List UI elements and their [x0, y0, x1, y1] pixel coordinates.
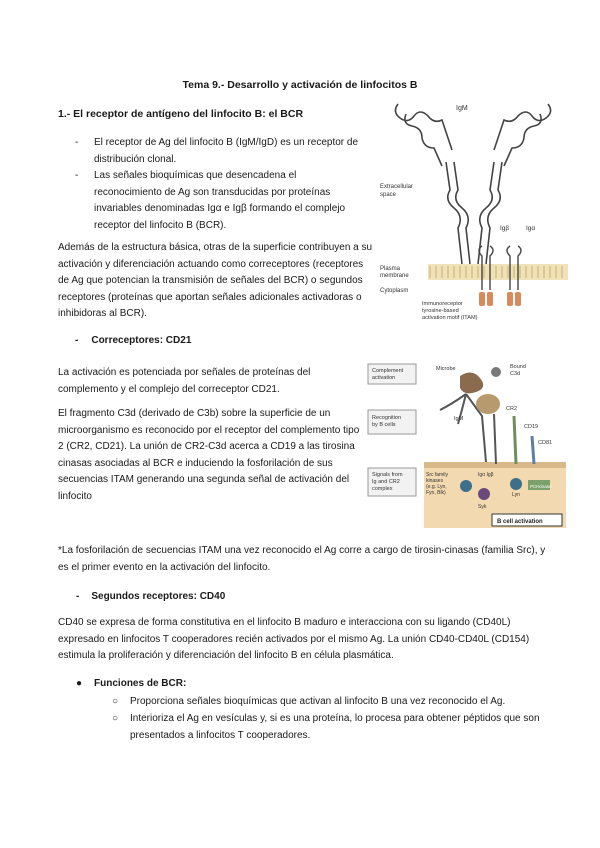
- bcr-structure-figure: [378, 92, 568, 332]
- complement-box: [368, 364, 416, 384]
- dash-marker: -: [75, 335, 79, 346]
- cr2-label: CR2: [506, 406, 518, 412]
- igm-label: IgM: [456, 105, 468, 112]
- b-cell-activation-label: B cell activation: [497, 519, 543, 525]
- microbe-label: Microbe: [436, 366, 456, 372]
- complement-label: Complement activation: [372, 368, 404, 381]
- plasma-membrane-label: Plasma membrane: [380, 266, 409, 279]
- iga-igb-label: Igα Igβ: [478, 472, 494, 478]
- circle-marker: ○: [112, 696, 119, 707]
- subheading-functions: [76, 678, 186, 689]
- bullet-text: Proporciona señales bioquímicas que activan al linfocito B una vez reconocido el Ag.: [130, 696, 506, 707]
- cd19-label: CD19: [524, 424, 539, 430]
- iga-label: Igα: [526, 225, 536, 232]
- igm-antibody: [395, 104, 550, 264]
- subheading-cd21: [76, 335, 191, 346]
- dash-marker: -: [75, 137, 79, 148]
- subheading-text: Correceptores: CD21: [91, 335, 192, 346]
- bullet-item: [75, 168, 366, 234]
- igm-label-2: IgM: [454, 416, 464, 422]
- itam-label: Immunoreceptor tyrosine-based activation motif (ITAM): [422, 301, 478, 321]
- pi3-label: PI3-kinase: [530, 484, 552, 489]
- cd81-label: CD81: [538, 440, 553, 446]
- circle-marker: ○: [112, 713, 119, 724]
- signals-label: Signals from Ig and CR2 complex: [372, 472, 403, 492]
- lyn-kinase: [510, 478, 522, 490]
- src-family-label: Src family kinases (e.g. Lyn, Fyn, Blk): [426, 472, 448, 496]
- bullet-text: Interioriza el Ag en vesículas y, si es una proteína, lo procesa para obtener péptidos que son presentados a linfocitos T cooperadores.: [130, 713, 540, 741]
- itam-motifs: [479, 292, 521, 306]
- section-heading-bcr: 1.- El receptor de antígeno del linfocito B: el BCR: [58, 108, 304, 120]
- syk-kinase: [478, 488, 490, 500]
- note-paragraph: *La fosforilación de secuencias ITAM una vez reconocido el Ag corre a cargo de tirosin-cinasas (familia Src), y es el primer evento en la activación del linfocito.: [58, 545, 546, 573]
- dash-marker: -: [75, 170, 79, 181]
- page-title: Tema 9.- Desarrollo y activación de linfocitos B: [182, 79, 418, 91]
- cr2-receptor: [476, 394, 500, 414]
- lyn-label: Lyn: [512, 492, 520, 498]
- cd19-stalk: [514, 416, 516, 464]
- bullet-text: Las señales bioquímicas que desencadena el reconocimiento de Ag son transducidas por proteínas invariables denominadas Igα e Igβ formando el complejo receptor del linfocito B (BCR).: [94, 170, 346, 231]
- bound-c3d-label: Bound C3d: [510, 364, 526, 377]
- src-kinase: [460, 480, 472, 492]
- plasma-membrane-band: [428, 264, 568, 280]
- extracellular-label: Extracellular space: [380, 184, 414, 198]
- bullet-text: El receptor de Ag del linfocito B (IgM/IgD) es un receptor de distribución clonal.: [94, 137, 359, 165]
- dash-marker: -: [76, 591, 80, 602]
- subheading-cd40: [76, 591, 225, 602]
- paragraph-coreceptors: Además de la estructura básica, otras de la superficie contribuyen a su activación y diferenciación actuando como correceptores (receptores de Ag que potencian la transmisión de señales del BCR) o segundos receptores (proteínas que aportan señales adicionales activadoras o inhibidoras al BCR).: [58, 242, 373, 319]
- subheading-text: Segundos receptores: CD40: [91, 591, 226, 602]
- paragraph-c3d: El fragmento C3d (derivado de C3b) sobre la superficie de un microorganismo es reconocido por el receptor del complemento tipo 2 (CR2, CD21). La unión de CR2-C3d acerca a CD19 a las tirosina cinasas asociadas al BCR e induciendo la fosforilación de sus secuencias ITAM generando una segunda señal de activación del linfocito: [58, 408, 360, 502]
- bullet-item: [75, 135, 366, 168]
- bullet-dot: ●: [76, 678, 83, 689]
- syk-label: Syk: [478, 504, 487, 510]
- c3d-fragment: [491, 367, 501, 377]
- paragraph-cd40: CD40 se expresa de forma constitutiva en el linfocito B maduro e interacciona con su ligando (CD40L) expresado en linfocitos T cooperadores recién activados por el mismo Ag. La unión CD40-CD40L (CD154) estimula la proliferación y diferenciación del linfocito B en célula plasmática.: [58, 617, 530, 661]
- bullet-item: [112, 694, 560, 711]
- paragraph-cd21-intro: La activación es potenciada por señales de proteínas del complemento y el complejo del correceptor CD21.: [58, 367, 311, 395]
- cytoplasm-label: Cytoplasm: [380, 288, 409, 294]
- cd21-coreceptor-figure: [366, 358, 566, 528]
- subheading-text: Funciones de BCR:: [94, 678, 187, 689]
- recognition-label: Recognition by B cells: [372, 415, 402, 428]
- bullet-item: [112, 711, 560, 744]
- cd81-stalk: [532, 436, 534, 464]
- igb-label: Igβ: [500, 225, 510, 232]
